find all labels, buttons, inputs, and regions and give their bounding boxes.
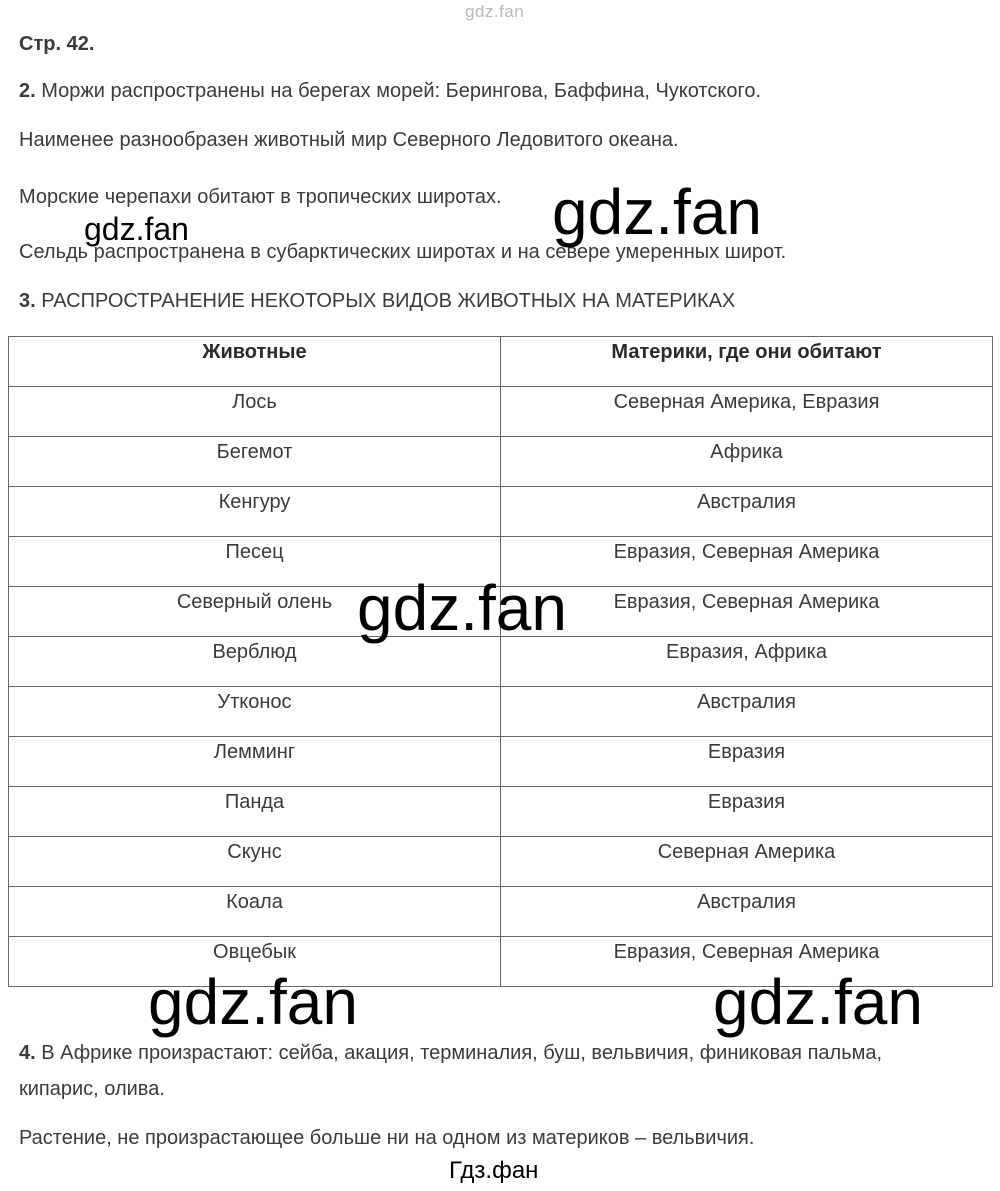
table-header-row — [9, 337, 993, 387]
cell-animal: Лемминг — [9, 737, 501, 787]
cell-continents: Австралия — [501, 487, 993, 537]
watermark-big-1: gdz.fan — [552, 176, 762, 248]
task2-line3: Морские черепахи обитают в тропических широтах. — [19, 186, 502, 208]
task4-line3: Растение, не произрастающее больше ни на одном из материков – вельвичия. — [19, 1127, 755, 1149]
cell-animal: Панда — [9, 787, 501, 837]
page-heading: Стр. 42. — [19, 33, 95, 55]
cell-continents: Евразия, Африка — [501, 637, 993, 687]
cell-animal: Верблюд — [9, 637, 501, 687]
cell-animal: Лось — [9, 387, 501, 437]
task2-text1: Моржи распространены на берегах морей: Берингова, Баффина, Чукотского. — [41, 80, 761, 102]
task4-text1: В Африке произрастают: сейба, акация, терминалия, буш, вельвичия, финиковая пальма, — [41, 1042, 883, 1064]
task2-line1 — [19, 79, 761, 103]
watermark-big-3: gdz.fan — [148, 966, 358, 1038]
cell-animal: Песец — [9, 537, 501, 587]
cell-animal: Бегемот — [9, 437, 501, 487]
table-row — [9, 837, 993, 887]
task4-number: 4. — [19, 1042, 36, 1064]
cell-continents: Евразия, Северная Америка — [501, 937, 993, 987]
table-row — [9, 687, 993, 737]
table-row — [9, 787, 993, 837]
cell-animal: Скунс — [9, 837, 501, 887]
task2-number: 2. — [19, 80, 36, 102]
cell-continents: Евразия, Северная Америка — [501, 537, 993, 587]
task2-line4: Сельдь распространена в субарктических широтах и на севере умеренных широт. — [19, 241, 787, 263]
table-row — [9, 437, 993, 487]
cell-continents: Евразия — [501, 787, 993, 837]
cell-continents: Австралия — [501, 887, 993, 937]
header-continents: Материки, где они обитают — [501, 337, 993, 387]
table-row — [9, 487, 993, 537]
task3-title-line — [19, 289, 735, 313]
task4-line2: кипарис, олива. — [19, 1078, 165, 1100]
cell-animal: Коала — [9, 887, 501, 937]
table-row — [9, 637, 993, 687]
table-row — [9, 387, 993, 437]
watermark-small: gdz.fan — [84, 211, 189, 247]
watermark-big-4: gdz.fan — [713, 966, 923, 1038]
cell-continents: Евразия, Северная Америка — [501, 587, 993, 637]
cell-continents: Австралия — [501, 687, 993, 737]
watermark-big-2: gdz.fan — [357, 572, 567, 644]
watermark-top: gdz.fan — [465, 2, 525, 21]
cell-continents: Евразия — [501, 737, 993, 787]
cell-animal: Кенгуру — [9, 487, 501, 537]
task3-title: РАСПРОСТРАНЕНИЕ НЕКОТОРЫХ ВИДОВ ЖИВОТНЫХ НА МАТЕРИКАХ — [41, 290, 736, 312]
header-animals: Животные — [9, 337, 501, 387]
cell-continents: Африка — [501, 437, 993, 487]
cell-animal: Северный олень — [9, 587, 501, 637]
watermark-footer: Гдз.фан — [449, 1157, 539, 1184]
table-body — [9, 387, 993, 987]
task2-line2: Наименее разнообразен животный мир Северного Ледовитого океана. — [19, 129, 679, 151]
cell-animal: Утконос — [9, 687, 501, 737]
task4-line1 — [19, 1041, 882, 1065]
table-row — [9, 737, 993, 787]
task3-number: 3. — [19, 290, 36, 312]
cell-continents: Северная Америка, Евразия — [501, 387, 993, 437]
cell-animal: Овцебык — [9, 937, 501, 987]
cell-continents: Северная Америка — [501, 837, 993, 887]
animals-table — [8, 336, 993, 987]
table-row — [9, 887, 993, 937]
